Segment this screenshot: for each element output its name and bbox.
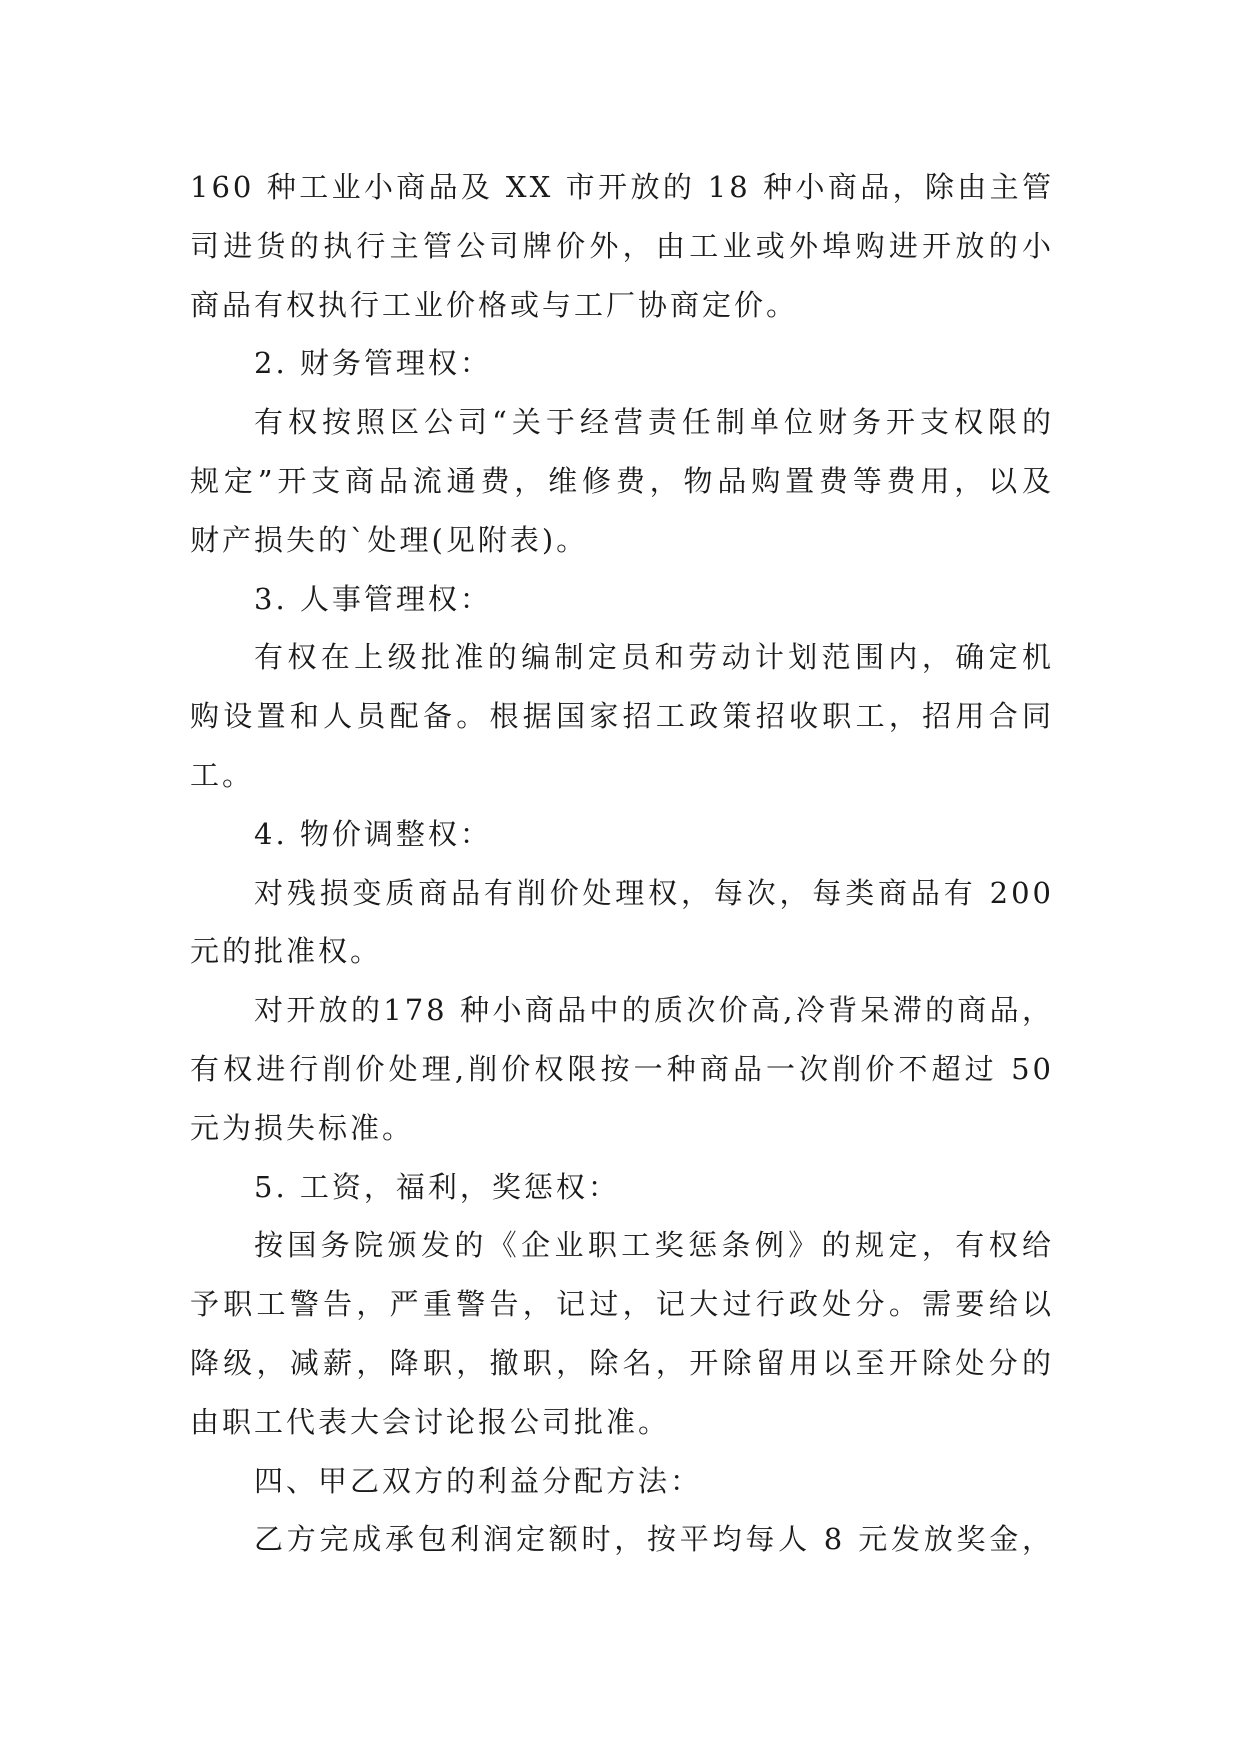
text-line: 四、甲乙双方的利益分配方法： bbox=[254, 1463, 703, 1498]
text-line: 财产损失的`处理(见附表)。 bbox=[190, 522, 589, 557]
text-line: 降级，减薪，降职，撤职，除名，开除留用以至开除处分的 bbox=[190, 1345, 1054, 1380]
text-line: 3. 人事管理权： bbox=[254, 581, 492, 616]
text-line: 购设置和人员配备。根据国家招工政策招收职工，招用合同 bbox=[190, 699, 1054, 734]
text-line: 5. 工资，福利，奖惩权： bbox=[254, 1169, 620, 1204]
text-line: 2. 财务管理权： bbox=[254, 346, 492, 381]
text-line: 有权进行削价处理,削价权限按一种商品一次削价不超过 50 bbox=[190, 1051, 1054, 1086]
text-line: 由职工代表大会讨论报公司批准。 bbox=[190, 1404, 671, 1439]
document-page bbox=[190, 158, 1054, 1569]
text-line: 按国务院颁发的《企业职工奖惩条例》的规定，有权给 bbox=[254, 1228, 1054, 1263]
text-line: 工。 bbox=[190, 757, 255, 792]
text-line: 元的批准权。 bbox=[190, 934, 383, 969]
text-line: 有权在上级批准的编制定员和劳动计划范围内，确定机 bbox=[254, 640, 1054, 675]
text-line: 司进货的执行主管公司牌价外，由工业或外埠购进开放的小 bbox=[190, 228, 1054, 263]
text-line: 规定”开支商品流通费，维修费，物品购置费等费用，以及 bbox=[190, 463, 1054, 498]
text-line: 商品有权执行工业价格或与工厂协商定价。 bbox=[190, 287, 799, 322]
text-line: 160 种工业小商品及 XX 市开放的 18 种小商品，除由主管 bbox=[190, 170, 1054, 204]
text-line: 4. 物价调整权： bbox=[254, 816, 492, 851]
text-line: 对残损变质商品有削价处理权，每次，每类商品有 200 bbox=[254, 875, 1054, 910]
text-line: 予职工警告，严重警告，记过，记大过行政处分。需要给以 bbox=[190, 1287, 1054, 1322]
text-line: 有权按照区公司“关于经营责任制单位财务开支权限的 bbox=[254, 405, 1054, 440]
text-line: 对开放的178 种小商品中的质次价高,冷背呆滞的商品， bbox=[254, 993, 1054, 1028]
text-line: 元为损失标准。 bbox=[190, 1110, 415, 1145]
text-line: 乙方完成承包利润定额时，按平均每人 8 元发放奖金， bbox=[254, 1522, 1054, 1557]
